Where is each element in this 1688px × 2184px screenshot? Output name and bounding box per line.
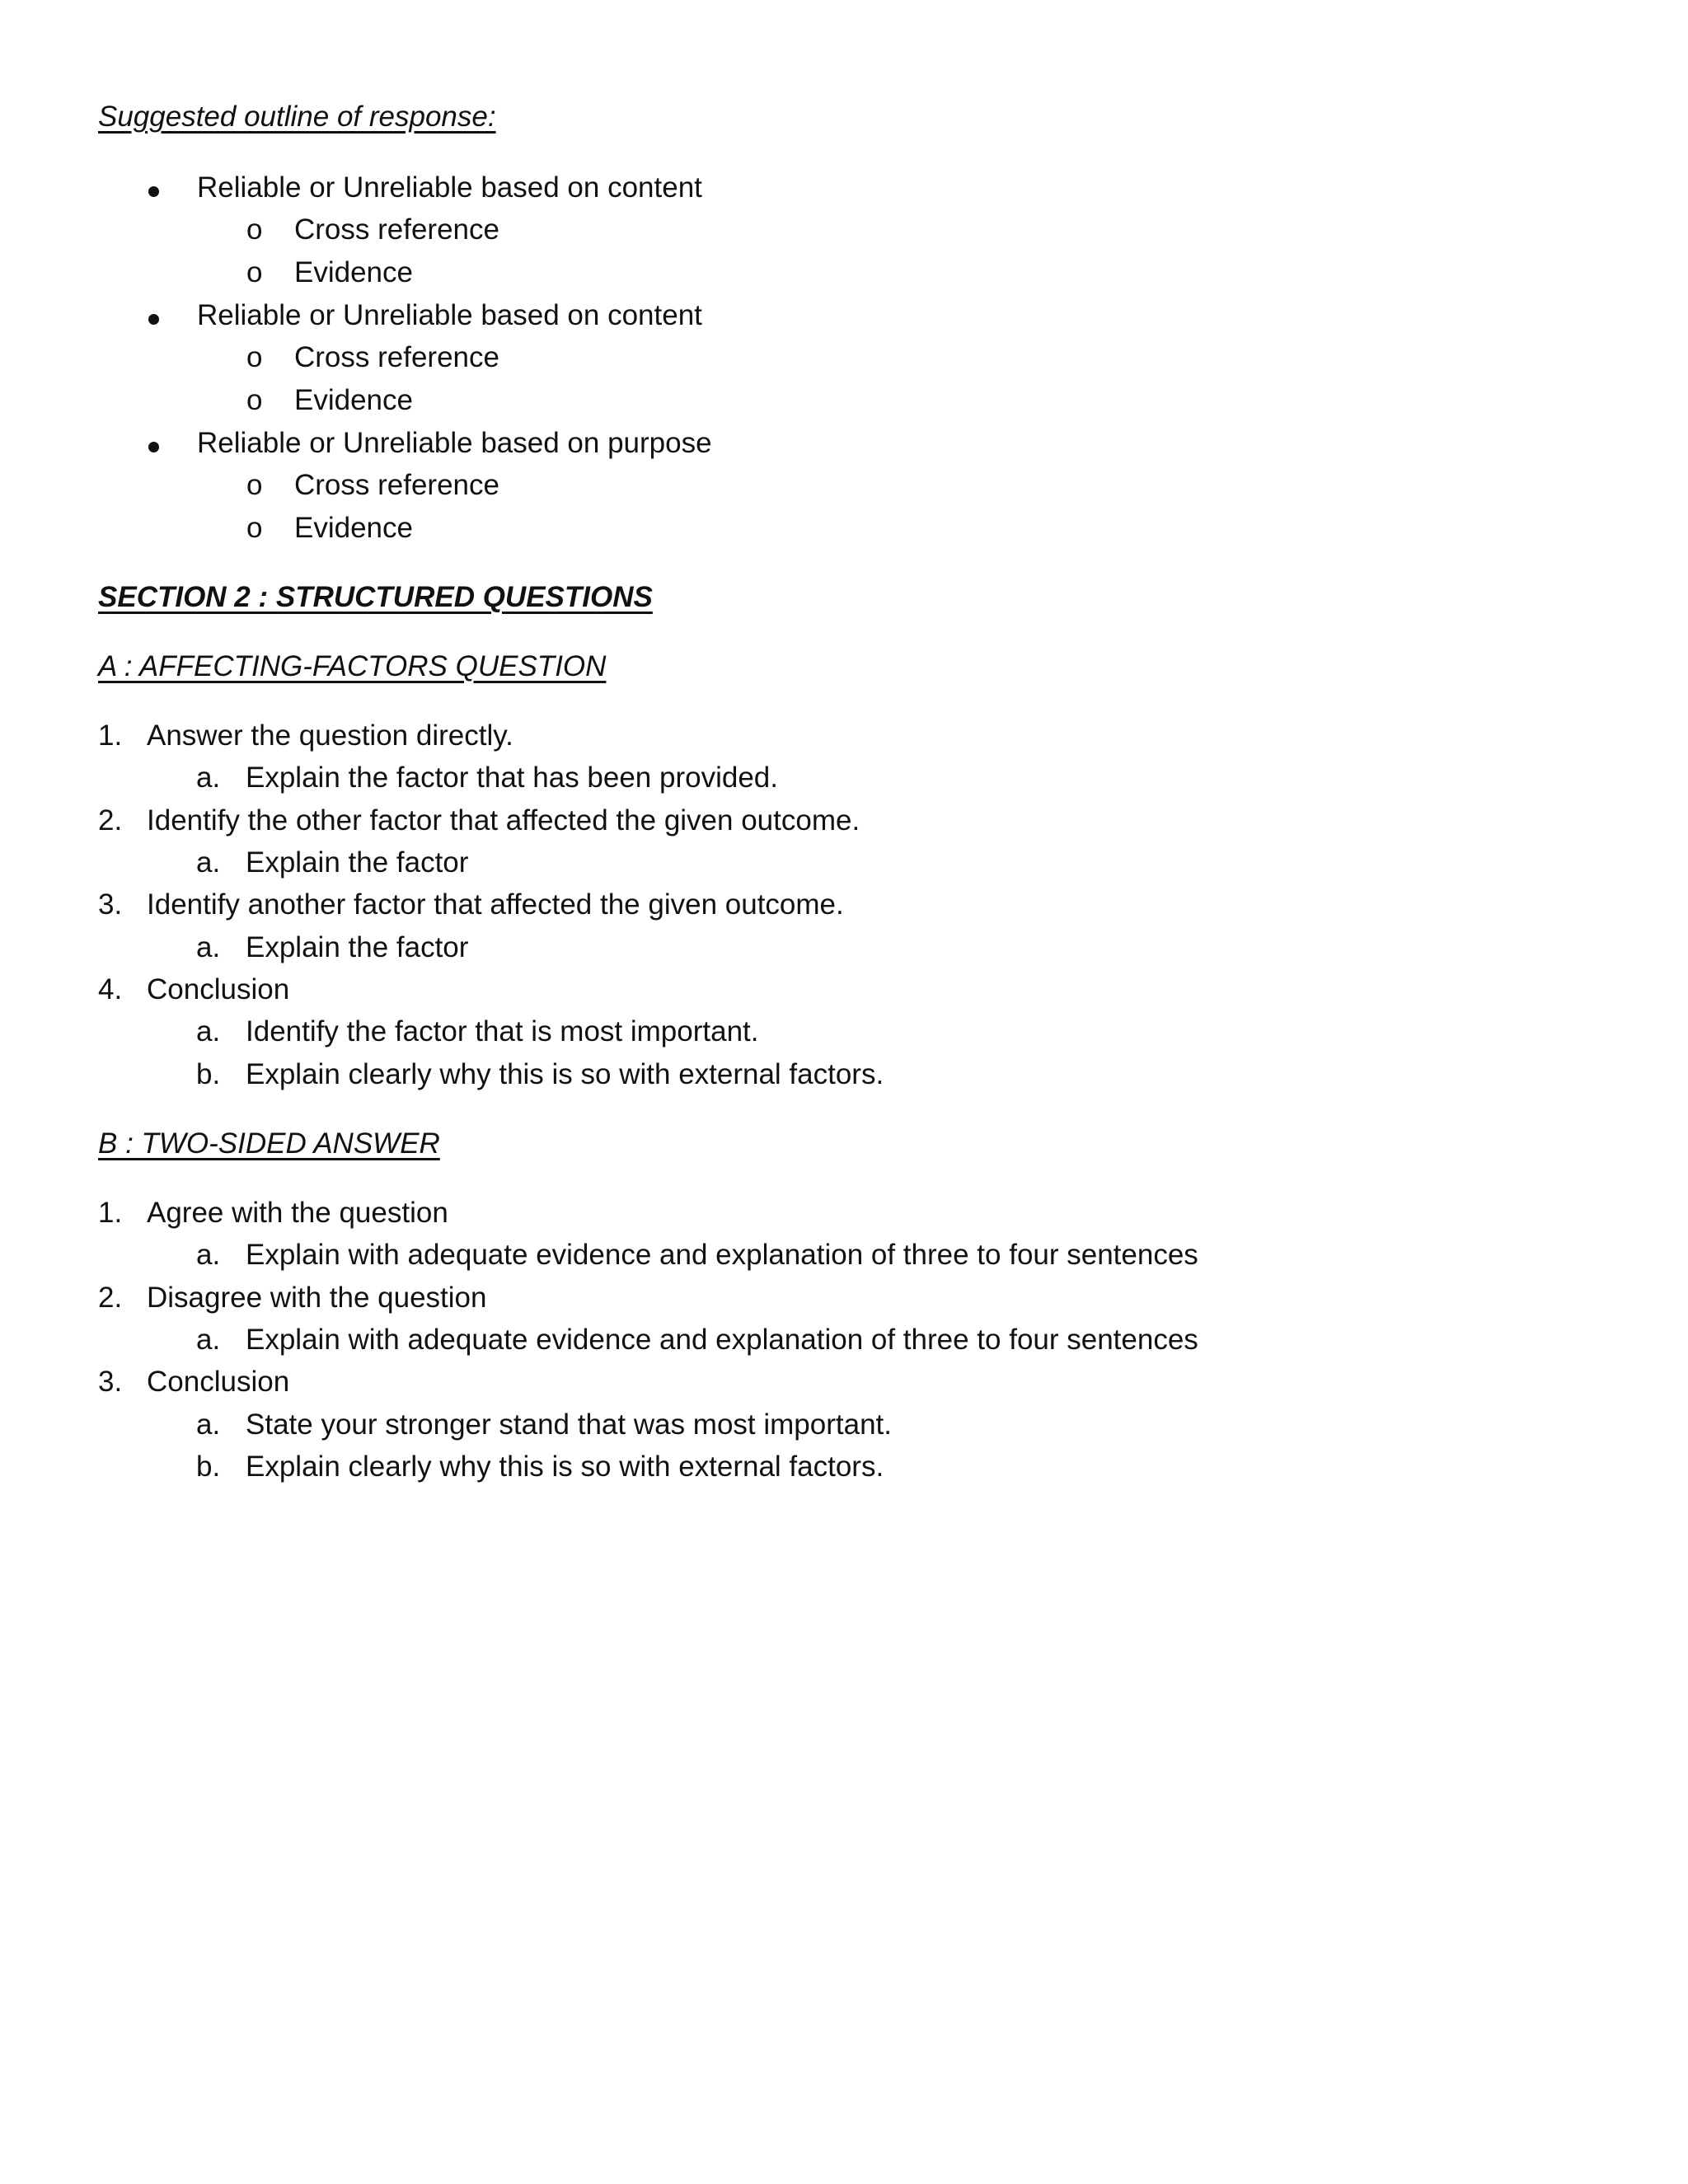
outline-bullet-2-sub-2: Evidence	[294, 384, 413, 416]
part-a-item-1-num: 1.	[98, 719, 123, 752]
outline-bullet-3-sub-1: Cross reference	[294, 469, 499, 501]
sub-marker: o	[246, 384, 263, 416]
bullet-dot	[148, 294, 159, 337]
part-b-item-1-sub-a-label: a.	[196, 1239, 221, 1271]
part-a-item-3-sub-a: Explain the factor	[246, 931, 469, 963]
part-a-item-1-sub-a-label: a.	[196, 762, 221, 794]
part-a-heading: A : AFFECTING-FACTORS QUESTION	[98, 650, 607, 682]
sub-marker: o	[246, 213, 263, 246]
part-b-item-1: Agree with the question	[147, 1197, 448, 1229]
part-b-item-2-sub-a-label: a.	[196, 1324, 221, 1356]
bullet-dot	[148, 166, 159, 209]
part-a-item-4-sub-a-label: a.	[196, 1015, 221, 1047]
part-b-item-1-sub-a: Explain with adequate evidence and explanation of three to four sentences	[246, 1239, 1198, 1271]
part-a-item-3: Identify another factor that affected the given outcome.	[147, 888, 844, 921]
part-b-item-3-sub-a: State your stronger stand that was most important.	[246, 1408, 892, 1441]
part-a-item-2-sub-a-label: a.	[196, 846, 221, 879]
outline-bullet-2-sub-1: Cross reference	[294, 341, 499, 373]
part-b-item-2: Disagree with the question	[147, 1282, 487, 1314]
part-b-item-1-num: 1.	[98, 1197, 123, 1229]
part-b-heading: B : TWO-SIDED ANSWER	[98, 1127, 440, 1160]
part-a-item-4-sub-b-label: b.	[196, 1058, 221, 1090]
part-b-item-3-sub-b-label: b.	[196, 1451, 221, 1483]
part-a-item-4: Conclusion	[147, 973, 290, 1005]
part-a-item-1-sub-a: Explain the factor that has been provided.	[246, 762, 778, 794]
part-a-item-2-sub-a: Explain the factor	[246, 846, 469, 879]
outline-bullet-3-sub-2: Evidence	[294, 512, 413, 544]
part-a-item-4-sub-b: Explain clearly why this is so with external factors.	[246, 1058, 884, 1090]
part-b-item-3: Conclusion	[147, 1366, 290, 1398]
outline-bullet-2: Reliable or Unreliable based on content	[197, 299, 702, 331]
outline-bullet-1-sub-2: Evidence	[294, 256, 413, 288]
outline-bullet-3: Reliable or Unreliable based on purpose	[197, 427, 712, 459]
bullet-dot	[148, 422, 159, 465]
part-b-item-3-sub-a-label: a.	[196, 1408, 221, 1441]
outline-bullet-1: Reliable or Unreliable based on content	[197, 171, 702, 204]
part-b-item-3-sub-b: Explain clearly why this is so with external factors.	[246, 1451, 884, 1483]
sub-marker: o	[246, 256, 263, 288]
part-b-item-3-num: 3.	[98, 1366, 123, 1398]
part-b-item-2-sub-a: Explain with adequate evidence and explanation of three to four sentences	[246, 1324, 1198, 1356]
sub-marker: o	[246, 469, 263, 501]
part-a-item-2-num: 2.	[98, 804, 123, 837]
section-2-heading: SECTION 2 : STRUCTURED QUESTIONS	[98, 581, 653, 613]
part-a-item-1: Answer the question directly.	[147, 719, 513, 752]
sub-marker: o	[246, 512, 263, 544]
part-a-item-4-sub-a: Identify the factor that is most important.	[246, 1015, 759, 1047]
part-a-item-3-sub-a-label: a.	[196, 931, 221, 963]
part-a-item-3-num: 3.	[98, 888, 123, 921]
part-a-item-4-num: 4.	[98, 973, 123, 1005]
outline-bullet-1-sub-1: Cross reference	[294, 213, 499, 246]
part-a-item-2: Identify the other factor that affected the given outcome.	[147, 804, 860, 837]
part-b-item-2-num: 2.	[98, 1282, 123, 1314]
sub-marker: o	[246, 341, 263, 373]
outline-heading: Suggested outline of response:	[98, 101, 496, 133]
